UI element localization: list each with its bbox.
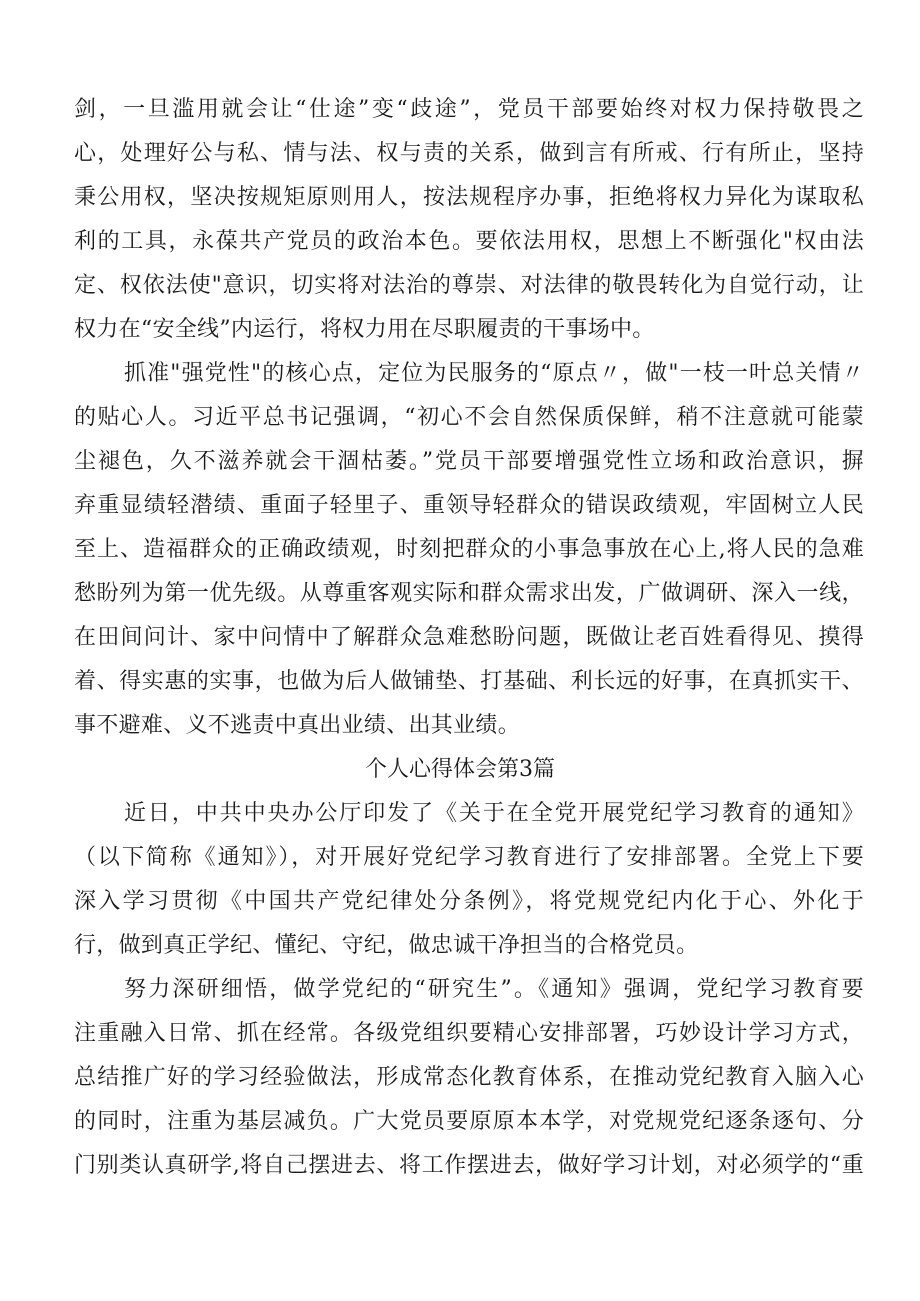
paragraph-line: （以下简称《通知》），对开展好党纪学习教育进行了安排部署。全党上下要 bbox=[74, 845, 864, 870]
paragraph-line: 秉公用权，坚决按规矩原则用人，按法规程序办事，拒绝将权力异化为谋取私 bbox=[74, 185, 864, 210]
paragraph-line: 在田间问计、家中问情中了解群众急难愁盼问题，既做让老百姓看得见、摸得 bbox=[74, 625, 864, 650]
paragraph-line: 利的工具，永葆共产党员的政治本色。要依法用权，思想上不断强化"权由法 bbox=[74, 229, 864, 254]
paragraph-line: 门别类认真研学,将自己摆进去、将工作摆进去，做好学习计划，对必须学的“重 bbox=[74, 1153, 864, 1178]
paragraph-line: 的贴心人。习近平总书记强调，“初心不会自然保质保鲜，稍不注意就可能蒙 bbox=[74, 405, 864, 430]
paragraph-line: 事不避难、义不逃责中真出业绩、出其业绩。 bbox=[74, 713, 521, 738]
paragraph-line: 尘褪色，久不滋养就会干涸枯萎。”党员干部要增强党性立场和政治意识，摒 bbox=[74, 449, 864, 474]
paragraph-line: 深入学习贯彻《中国共产党纪律处分条例》，将党规党纪内化于心、外化于 bbox=[74, 889, 864, 914]
paragraph-line: 的同时，注重为基层减负。广大党员要原原本本学，对党规党纪逐条逐句、分 bbox=[74, 1109, 864, 1134]
paragraph-line: 定、权依法使"意识，切实将对法治的尊崇、对法律的敬畏转化为自觉行动，让 bbox=[74, 273, 864, 298]
paragraph-line: 近日，中共中央办公厅印发了《关于在全党开展党纪学习教育的通知》 bbox=[124, 801, 864, 826]
paragraph-line: 行，做到真正学纪、懂纪、守纪，做忠诚干净担当的合格党员。 bbox=[74, 933, 699, 958]
section-heading: 个人心得体会第3篇 bbox=[365, 757, 555, 782]
paragraph-line: 剑，一旦滥用就会让“仕途”变“歧途”，党员干部要始终对权力保持敬畏之 bbox=[74, 97, 864, 122]
paragraph-line: 注重融入日常、抓在经常。各级党组织要精心安排部署，巧妙设计学习方式， bbox=[74, 1021, 864, 1046]
paragraph-line: 总结推广好的学习经验做法，形成常态化教育体系，在推动党纪教育入脑入心 bbox=[74, 1065, 864, 1090]
paragraph-line: 权力在“安全线”内运行，将权力用在尽职履责的干事场中。 bbox=[74, 317, 655, 342]
paragraph-line: 着、得实惠的实事，也做为后人做铺垫、打基础、利长远的好事，在真抓实干、 bbox=[74, 669, 864, 694]
paragraph-line: 至上、造福群众的正确政绩观，时刻把群众的小事急事放在心上,将人民的急难 bbox=[74, 537, 864, 562]
paragraph-line: 抓准"强党性"的核心点，定位为民服务的“原点〃，做"一枝一叶总关情〃 bbox=[124, 361, 864, 386]
paragraph-line: 努力深研细悟，做学党纪的“研究生”。《通知》强调，党纪学习教育要 bbox=[124, 977, 864, 1002]
paragraph-line: 弃重显绩轻潜绩、重面子轻里子、重领导轻群众的错误政绩观，牢固树立人民 bbox=[74, 493, 864, 518]
paragraph-line: 愁盼列为第一优先级。从尊重客观实际和群众需求出发，广做调研、深入一线， bbox=[74, 581, 864, 606]
paragraph-line: 心，处理好公与私、情与法、权与责的关系，做到言有所戒、行有所止，坚持 bbox=[74, 141, 864, 166]
